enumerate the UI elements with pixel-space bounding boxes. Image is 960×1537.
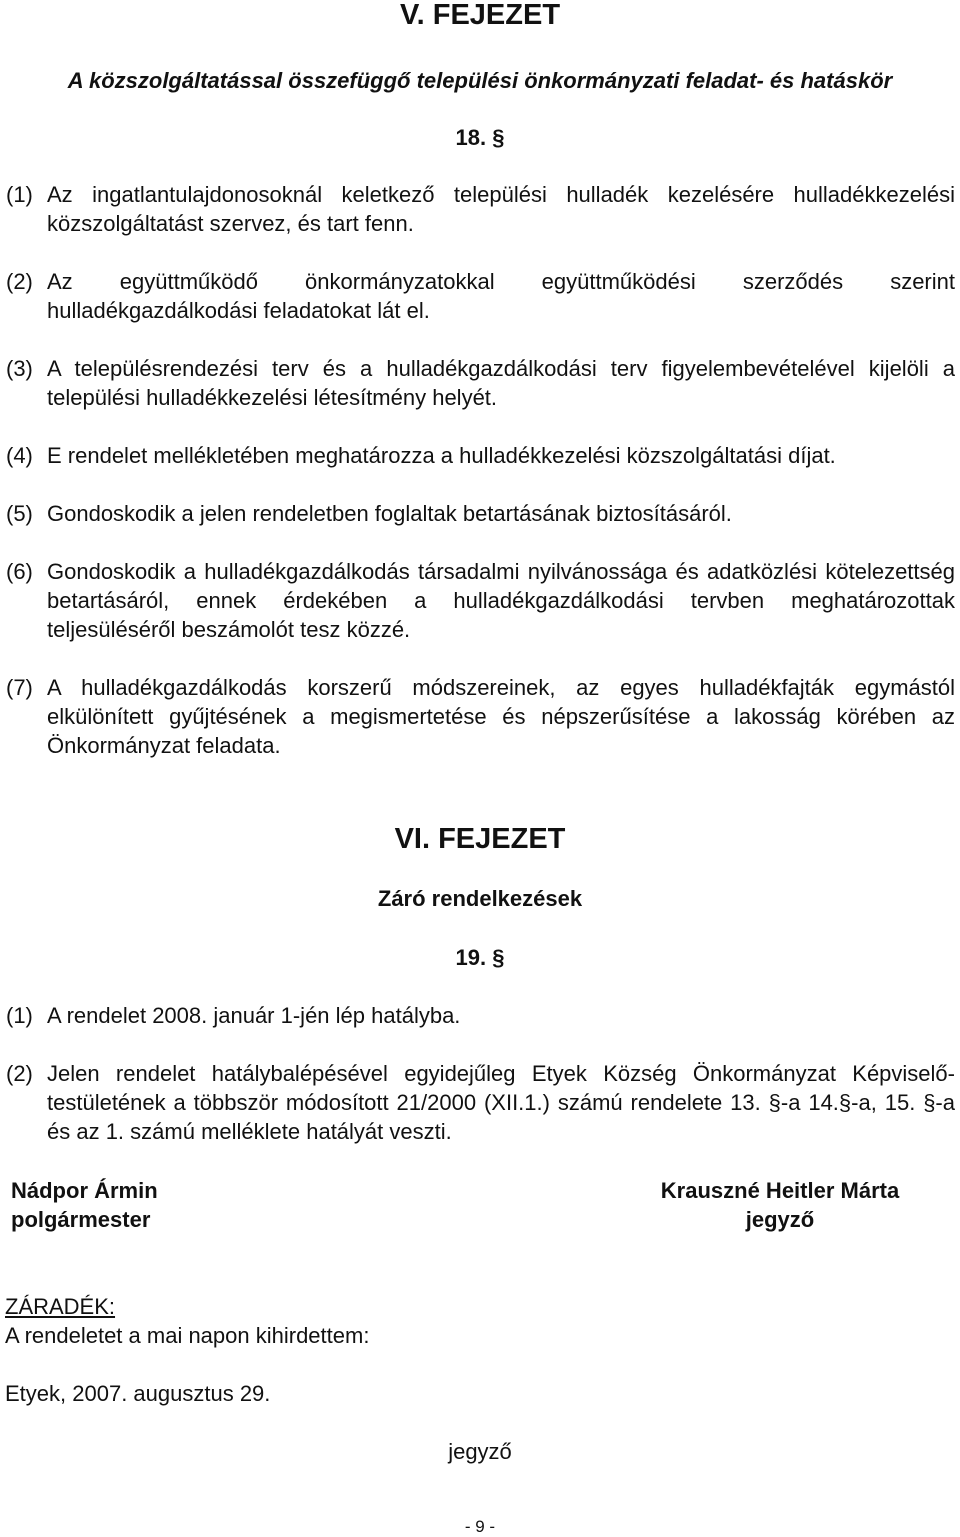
page-number: - 9 - [464, 1517, 496, 1536]
notary-name: Krauszné Heitler Márta [660, 1178, 900, 1203]
paragraph-number: (2) [6, 1061, 33, 1086]
clause-text: A rendeletet a mai napon kihirdettem: [5, 1323, 370, 1348]
paragraph-18-3 [6, 354, 955, 412]
paragraph-19-1 [6, 1001, 955, 1030]
paragraph-text: A hulladékgazdálkodás korszerű módszereinek, az egyes hulladékfajták egymástól elkülönített gyűjtésének a megismertetése és népszerűsítése a lakosság körében az Önkormányzat feladata. [47, 675, 955, 758]
paragraph-text: A rendelet 2008. január 1-jén lép hatályba. [47, 1003, 461, 1028]
mayor-role: polgármester [11, 1207, 151, 1232]
paragraph-18-4 [6, 441, 955, 470]
paragraph-number: (5) [6, 501, 33, 526]
paragraph-text: E rendelet mellékletében meghatározza a hulladékkezelési közszolgáltatási díjat. [47, 443, 836, 468]
paragraph-18-7 [6, 673, 955, 760]
clause-signer: jegyző [448, 1439, 512, 1464]
chapter-5-heading: V. FEJEZET [399, 0, 561, 31]
paragraph-18-5 [6, 499, 955, 528]
paragraph-text: Gondoskodik a jelen rendeletben foglaltak betartásának biztosításáról. [47, 501, 732, 526]
mayor-name: Nádpor Ármin [11, 1178, 158, 1203]
paragraph-number: (7) [6, 675, 33, 700]
paragraph-18-6 [6, 557, 955, 644]
paragraph-number: (2) [6, 269, 33, 294]
paragraph-text: Az ingatlantulajdonosoknál keletkező települési hulladék kezelésére hulladékkezelési közszolgáltatást szervez, és tart fenn. [47, 182, 955, 236]
paragraph-18-1 [6, 180, 955, 238]
chapter-6-title: Záró rendelkezések [377, 886, 583, 911]
chapter-6-heading: VI. FEJEZET [394, 823, 566, 855]
paragraph-number: (1) [6, 182, 33, 207]
paragraph-text: Gondoskodik a hulladékgazdálkodás társadalmi nyilvánossága és adatközlési kötelezettség betartásáról, ennek érdekében a hulladékgazdálkodási tervben meghatározottak teljesüléséről beszámolót tesz közzé. [47, 559, 955, 642]
paragraph-number: (4) [6, 443, 33, 468]
notary-role: jegyző [745, 1207, 815, 1232]
paragraph-19-2 [6, 1059, 955, 1146]
chapter-5-title: A közszolgáltatással összefüggő települési önkormányzati feladat- és hatáskör [67, 68, 893, 93]
paragraph-18-2 [6, 267, 955, 325]
section-19-heading: 19. § [455, 945, 505, 970]
paragraph-number: (6) [6, 559, 33, 584]
paragraph-text: A településrendezési terv és a hulladékgazdálkodási terv figyelembevételével kijelöli a települési hulladékkezelési létesítmény helyét. [47, 356, 955, 410]
paragraph-text: Jelen rendelet hatálybalépésével egyidejűleg Etyek Község Önkormányzat Képviselő-testületének a többször módosított 21/2000 (XII.1.) számú rendelete 13. §-a 14.§-a, 15. §-a és az 1. számú melléklete hatályát veszti. [47, 1061, 955, 1144]
paragraph-number: (3) [6, 356, 33, 381]
section-18-heading: 18. § [455, 125, 505, 150]
clause-heading: ZÁRADÉK: [5, 1294, 116, 1319]
paragraph-number: (1) [6, 1003, 33, 1028]
paragraph-text: Az együttműködő önkormányzatokkal együttműködési szerződés szerint hulladékgazdálkodási feladatokat lát el. [47, 269, 955, 323]
clause-place-date: Etyek, 2007. augusztus 29. [5, 1381, 271, 1406]
